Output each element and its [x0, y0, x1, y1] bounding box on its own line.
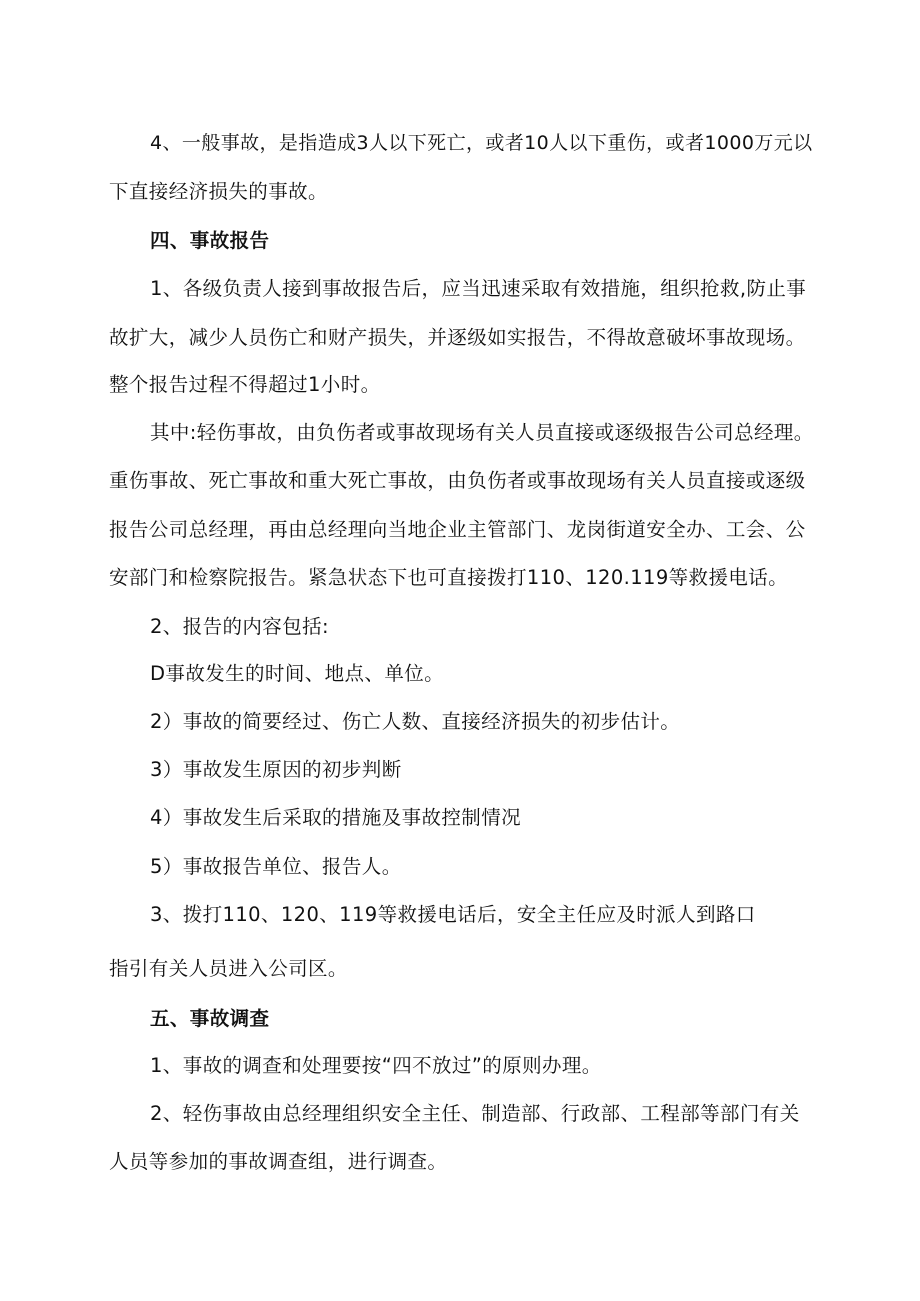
paragraph-line: 报告公司总经理，再由总经理向当地企业主管部门、龙岗街道安全办、工会、公 — [109, 518, 806, 541]
section-heading: 四、事故报告 — [150, 229, 270, 252]
paragraph-line: 2、轻伤事故由总经理组织安全主任、制造部、行政部、工程部等部门有关 — [150, 1102, 800, 1125]
paragraph-line: 1、事故的调查和处理要按“四不放过”的原则办理。 — [150, 1054, 602, 1077]
list-item: 4）事故发生后采取的措施及事故控制情况 — [150, 806, 522, 829]
section-heading: 五、事故调查 — [150, 1007, 270, 1030]
paragraph-line: 人员等参加的事故调查组，进行调查。 — [109, 1150, 448, 1173]
paragraph-line: 2、报告的内容包括: — [150, 615, 329, 638]
paragraph-line: 下直接经济损失的事故。 — [109, 180, 328, 203]
paragraph-line: 整个报告过程不得超过1小时。 — [109, 373, 381, 396]
list-item: D事故发生的时间、地点、单位。 — [150, 662, 445, 685]
paragraph-line: 1、各级负责人接到事故报告后，应当迅速采取有效措施，组织抢救,防止事 — [150, 277, 807, 300]
paragraph-line: 4、一般事故，是指造成3人以下死亡，或者10人以下重伤，或者1000万元以 — [150, 132, 813, 154]
paragraph-line: 其中:轻伤事故，由负伤者或事故现场有关人员直接或逐级报告公司总经理。 — [150, 421, 814, 444]
paragraph-line: 3、拨打110、120、119等救援电话后，安全主任应及时派人到路口 — [150, 903, 756, 926]
list-item: 3）事故发生原因的初步判断 — [150, 758, 402, 781]
list-item: 2）事故的简要经过、伤亡人数、直接经济损失的初步估计。 — [150, 710, 681, 733]
list-item: 5）事故报告单位、报告人。 — [150, 855, 402, 878]
paragraph-line: 重伤事故、死亡事故和重大死亡事故，由负伤者或事故现场有关人员直接或逐级 — [109, 469, 806, 492]
paragraph-line: 指引有关人员进入公司区。 — [109, 957, 348, 980]
paragraph-line: 故扩大，减少人员伤亡和财产损失，并逐级如实报告，不得故意破坏事故现场。 — [109, 326, 806, 349]
paragraph-line: 安部门和检察院报告。紧急状态下也可直接拨打110、120.119等救援电话。 — [109, 566, 789, 589]
